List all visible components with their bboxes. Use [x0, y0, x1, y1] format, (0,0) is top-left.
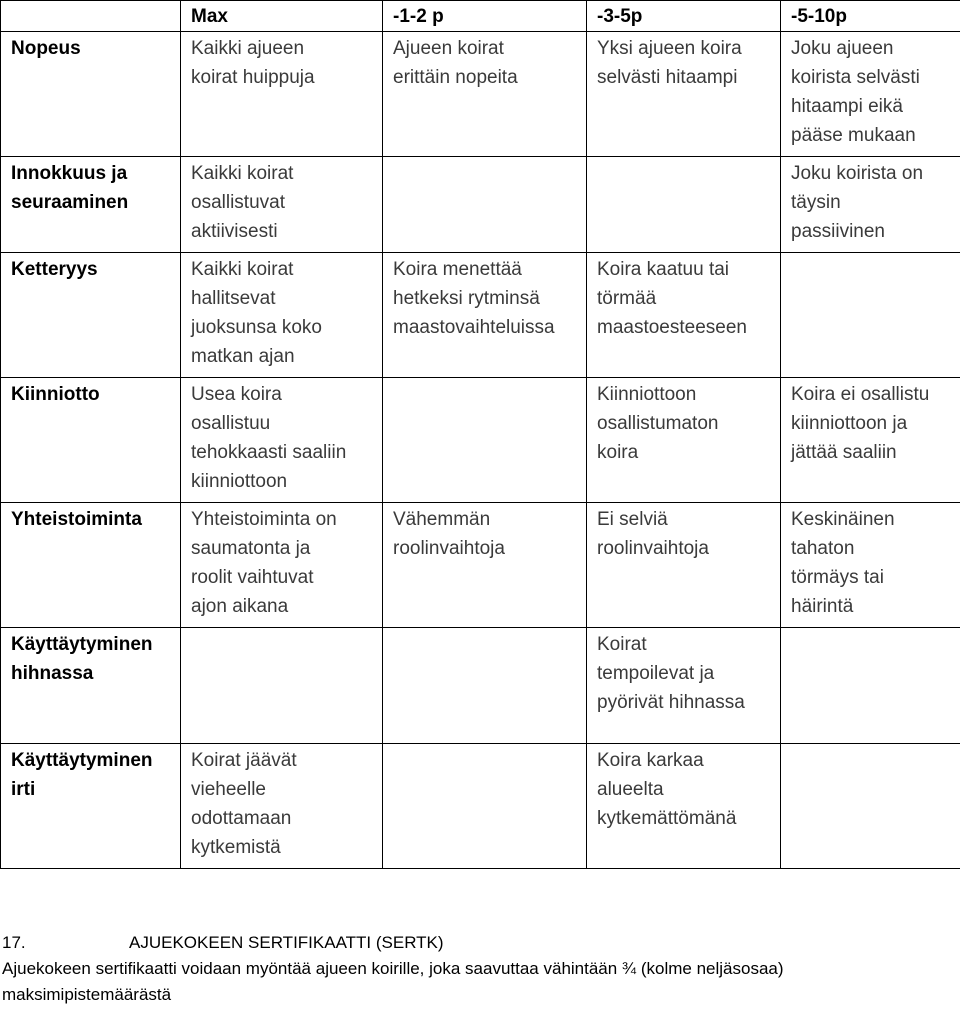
row-label: [1, 503, 181, 628]
cell-text: Yhteistoiminta on saumatonta ja roolit vaihtuvat ajon aikana: [191, 509, 337, 617]
cell-text: Koira menettää hetkeksi rytminsä maastovaihteluissa: [393, 259, 555, 338]
table-row: [1, 157, 960, 253]
table-cell: [781, 628, 960, 744]
table-cell: [383, 503, 587, 628]
section-body-line-1: Ajuekokeen sertifikaatti voidaan myöntää ajueen koirille, joka saavuttaa vähintään ¾ (kolme neljäsosaa): [2, 959, 784, 978]
cell-text: Joku ajueen koirista selvästi hitaampi eikä pääse mukaan: [791, 38, 920, 146]
table-cell: [587, 253, 781, 378]
cell-text: Ei selviä roolinvaihtoja: [597, 509, 709, 559]
table-cell: [383, 628, 587, 744]
table-cell: [781, 503, 960, 628]
header-cell-5-10p: -5-10p: [781, 1, 960, 32]
table-cell: [781, 253, 960, 378]
table-cell: [587, 503, 781, 628]
row-label-text: Innokkuus ja seuraaminen: [11, 163, 129, 213]
table-row: [1, 32, 960, 157]
table-cell: [781, 32, 960, 157]
cell-text: Kiinniottoon osallistumaton koira: [597, 384, 719, 463]
table-cell: [181, 157, 383, 253]
row-label: [1, 378, 181, 503]
row-label: [1, 744, 181, 869]
row-label-text: Ketteryys: [11, 259, 98, 280]
table-cell: [781, 378, 960, 503]
table-cell: [781, 744, 960, 869]
table-cell: [181, 628, 383, 744]
row-label-text: Kiinniotto: [11, 384, 100, 405]
table-cell: [181, 378, 383, 503]
table-row: [1, 378, 960, 503]
table-cell: [587, 378, 781, 503]
cell-text: Koira karkaa alueelta kytkemättömänä: [597, 750, 737, 829]
cell-text: Koirat jäävät vieheelle odottamaan kytkemistä: [191, 750, 297, 858]
table-row: [1, 744, 960, 869]
table-cell: [587, 744, 781, 869]
section-number: 17.: [2, 933, 26, 952]
section-heading: [2, 930, 958, 956]
table-row: [1, 503, 960, 628]
section-body-line-2: maksimipistemäärästä: [2, 985, 172, 1004]
table-cell: [587, 628, 781, 744]
table-cell: [383, 744, 587, 869]
table-cell: [587, 32, 781, 157]
row-label: [1, 32, 181, 157]
header-row: [1, 1, 960, 32]
row-label-text: Yhteistoiminta: [11, 509, 142, 530]
certificate-section: [2, 930, 958, 1008]
table-cell: [181, 253, 383, 378]
cell-text: Kaikki ajueen koirat huippuja: [191, 38, 315, 88]
cell-text: Koira kaatuu tai törmää maastoesteeseen: [597, 259, 747, 338]
row-label: [1, 628, 181, 744]
table-cell: [181, 32, 383, 157]
cell-text: Koira ei osallistu kiinniottoon ja jättää saaliin: [791, 384, 930, 463]
row-label-text: Käyttäytyminen hihnassa: [11, 634, 153, 684]
table-cell: [383, 253, 587, 378]
header-cell-max: Max: [181, 1, 383, 32]
cell-text: Kaikki koirat osallistuvat aktiivisesti: [191, 163, 294, 242]
header-cell-3-5p: -3-5p: [587, 1, 781, 32]
cell-text: Kaikki koirat hallitsevat juoksunsa koko matkan ajan: [191, 259, 322, 367]
header-cell-empty: [1, 1, 181, 32]
table-row: [1, 253, 960, 378]
row-label-text: Käyttäytyminen irti: [11, 750, 153, 800]
row-label-text: Nopeus: [11, 38, 81, 59]
row-label: [1, 157, 181, 253]
table-row: [1, 628, 960, 744]
cell-text: Keskinäinen tahaton törmäys tai häirintä: [791, 509, 895, 617]
table-cell: [383, 157, 587, 253]
table-cell: [181, 744, 383, 869]
table-cell: [587, 157, 781, 253]
cell-text: Koirat tempoilevat ja pyörivät hihnassa: [597, 634, 745, 713]
row-label: [1, 253, 181, 378]
cell-text: Joku koirista on täysin passiivinen: [791, 163, 924, 242]
table-cell: [781, 157, 960, 253]
table-cell: [383, 32, 587, 157]
cell-text: Yksi ajueen koira selvästi hitaampi: [597, 38, 742, 88]
cell-text: Ajueen koirat erittäin nopeita: [393, 38, 518, 88]
section-title: AJUEKOKEEN SERTIFIKAATTI (SERTK): [129, 933, 444, 952]
cell-text: Usea koira osallistuu tehokkaasti saaliin kiinniottoon: [191, 384, 347, 492]
cell-text: Vähemmän roolinvaihtoja: [393, 509, 505, 559]
table-cell: [383, 378, 587, 503]
header-cell-1-2p: -1-2 p: [383, 1, 587, 32]
table-cell: [181, 503, 383, 628]
